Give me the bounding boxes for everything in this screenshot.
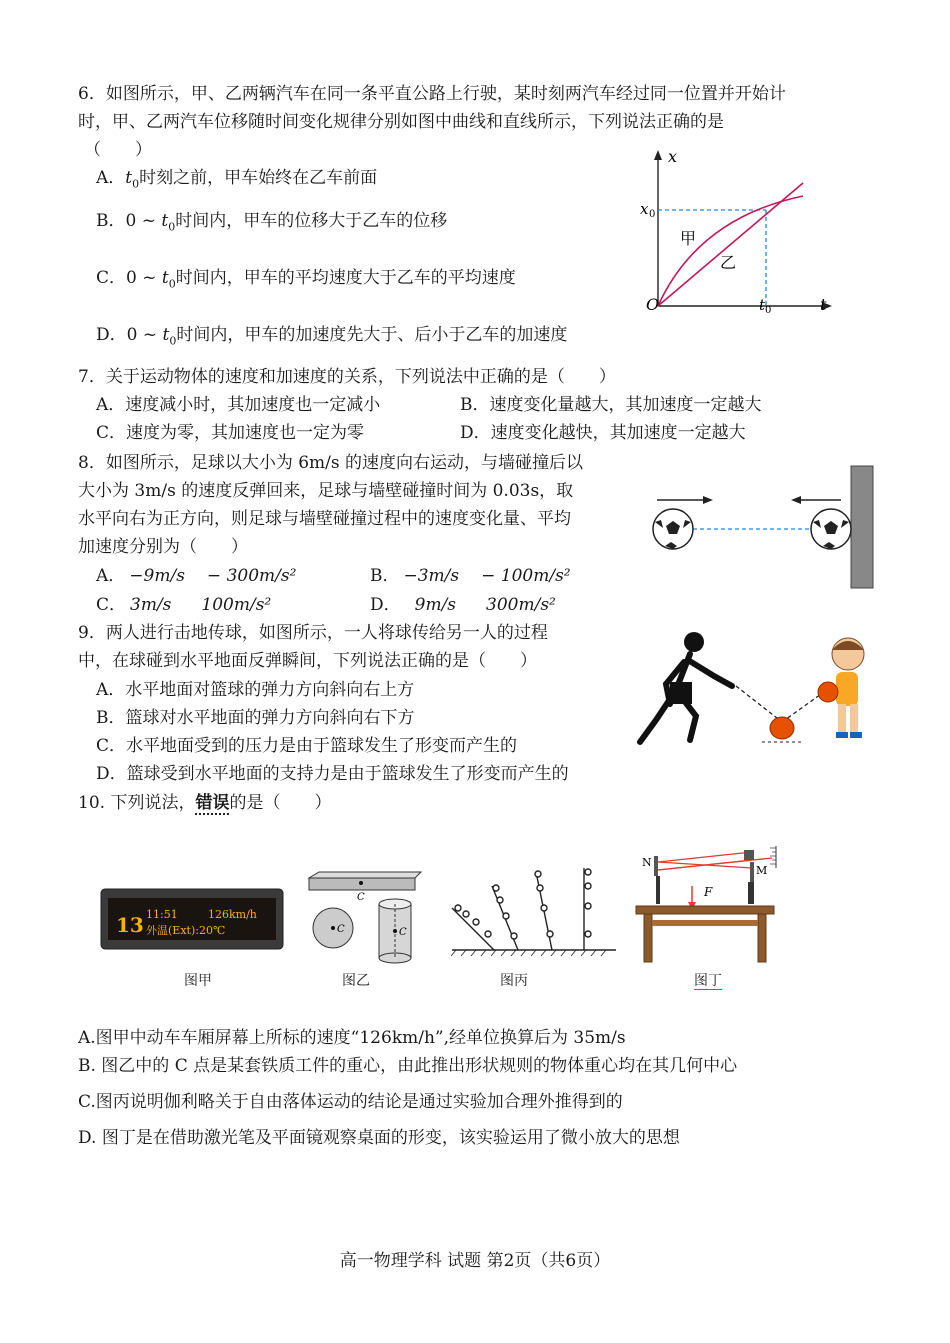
t0-sub: 0 [765, 305, 772, 316]
q8-option-d: D． 9m/s 300m/s² [370, 595, 556, 615]
pass-path-down [736, 686, 782, 722]
q9-stem-line1: 9．两人进行击地传球，如图所示，一人将球传给另一人的过程 [78, 623, 548, 643]
q8-option-b: B． −3m/s − 100m/s² [370, 566, 571, 586]
q7-option-b: B．速度变化量越大，其加速度一定越大 [460, 395, 762, 415]
q6-stem-line2: 时，甲、乙两汽车位移随时间变化规律分别如图中曲线和直线所示，下列说法正确的是 [78, 112, 724, 132]
q8-stem-line4: 加速度分别为（ ） [78, 537, 248, 557]
svg-text:C: C [399, 927, 407, 938]
receiver-child-icon [818, 638, 864, 738]
left-arrow-head [791, 496, 801, 504]
q7-stem: 7．关于运动物体的速度和加速度的关系，下列说法中正确的是（ ） [78, 367, 616, 387]
x0-label: x [640, 200, 649, 218]
mirror-m-label: M [756, 864, 768, 877]
page-footer: 高一物理学科 试题 第2页（共6页） [339, 1251, 611, 1271]
q9-option-c: C．水平地面受到的压力是由于篮球发生了形变而产生的 [96, 736, 518, 756]
yi-label: 乙 [720, 253, 737, 272]
passer-player-icon [640, 632, 732, 742]
fig-bing-caption: 图丙 [500, 973, 528, 989]
x0-sub: 0 [649, 209, 656, 220]
q9-option-a: A．水平地面对篮球的弹力方向斜向右上方 [96, 680, 415, 700]
screen-speed: 126km/h [208, 908, 257, 921]
fig-yi-center-of-gravity [305, 868, 423, 966]
q7-option-d: D．速度变化越快，其加速度一定越大 [460, 423, 746, 443]
q10-option-d: D. 图丁是在借助激光笔及平面镜观察桌面的形变，该实验运用了微小放大的思想 [78, 1128, 680, 1148]
y-axis-arrow [654, 150, 662, 160]
screen-time: 11:51 [146, 908, 178, 921]
q8-football-wall-figure [645, 462, 885, 592]
q8-option-a: A． −9m/s − 300m/s² [96, 566, 297, 586]
y-axis-label: x [668, 148, 678, 166]
screen-temp: 外温(Ext):20℃ [146, 924, 226, 937]
fig-jia-train-screen [100, 888, 284, 950]
q10-option-b: B. 图乙中的 C 点是某套铁质工件的重心，由此推出形状规则的物体重心均在其几何中心 [78, 1056, 738, 1076]
table-top [636, 906, 774, 914]
football-right-icon [811, 509, 851, 549]
q10-option-a: A.图甲中动车车厢屏幕上所标的速度“126km/h”,经单位换算后为 35m/s [78, 1028, 626, 1048]
q6-xt-graph [628, 148, 838, 318]
force-label: F [704, 885, 713, 899]
q9-option-b: B．篮球对水平地面的弹力方向斜向右下方 [96, 708, 415, 728]
mirror-n-label: N [642, 856, 652, 869]
q6-option-c: C．0 ~ $t_0$时间内，甲车的平均速度大于乙车的平均速度 [96, 268, 516, 291]
q6-option-d: D．0 ~ $t_0$时间内，甲车的加速度先大于、后小于乙车的加速度 [96, 325, 568, 348]
q8-option-c: C． 3m/s 100m/s² [96, 595, 272, 615]
fig-yi-caption: 图乙 [342, 973, 370, 989]
pass-path-up [782, 692, 824, 722]
q6-option-a: A．$t_0$时刻之前，甲车始终在乙车前面 [96, 168, 378, 191]
q9-stem-line2: 中，在球碰到水平地面反弹瞬间，下列说法正确的是（ ） [78, 651, 537, 671]
origin-label: O [646, 295, 660, 314]
q8-stem-line2: 大小为 3m/s 的速度反弹回来，足球与墙壁碰撞时间为 0.03s，取 [78, 481, 574, 501]
fig-ding-laser-mirror-table [632, 840, 782, 966]
t0-label: t [759, 296, 766, 314]
svg-text:C: C [337, 924, 345, 935]
q6-option-b: B．0 ~ $t_0$时间内，甲车的位移大于乙车的位移 [96, 211, 448, 234]
q8-stem-line3: 水平向右为正方向，则足球与墙壁碰撞过程中的速度变化量、平均 [78, 509, 571, 529]
q10-stem: 10. 下列说法，错误的是（ ） [78, 793, 332, 813]
right-arrow-head [703, 496, 713, 504]
q9-bounce-pass-figure [632, 628, 877, 760]
mirror-n [654, 856, 658, 876]
svg-text:C: C [357, 892, 365, 903]
q10-emphasis: 错误 [195, 793, 230, 813]
q6-stem-line1: 6．如图所示，甲、乙两辆汽车在同一条平直公路上行驶，某时刻两汽车经过同一位置并开始计 [78, 84, 786, 104]
screen-number: 13 [116, 913, 144, 937]
q6-paren: （ ） [84, 140, 152, 160]
q8-stem-line1: 8．如图所示，足球以大小为 6m/s 的速度向右运动，与墙碰撞后以 [78, 453, 584, 473]
jia-label: 甲 [680, 229, 697, 248]
fig-ding-caption: 图丁 [694, 973, 722, 989]
jia-curve [658, 196, 803, 306]
fig-bing-inclined-planes [448, 862, 620, 958]
q10-option-c: C.图丙说明伽利略关于自由落体运动的结论是通过实验加合理外推得到的 [78, 1092, 623, 1112]
fig-jia-caption: 图甲 [184, 973, 212, 989]
q7-option-c: C．速度为零，其加速度也一定为零 [96, 423, 365, 443]
mirror-m [750, 862, 754, 882]
football-left-icon [653, 509, 693, 549]
x-axis-label: t [820, 295, 827, 314]
q7-option-a: A．速度减小时，其加速度也一定减小 [96, 395, 381, 415]
basketball-icon [770, 717, 794, 739]
laser-pen-icon [744, 850, 754, 860]
wall [851, 466, 873, 588]
q9-option-d: D．篮球受到水平地面的支持力是由于篮球发生了形变而产生的 [96, 764, 569, 784]
